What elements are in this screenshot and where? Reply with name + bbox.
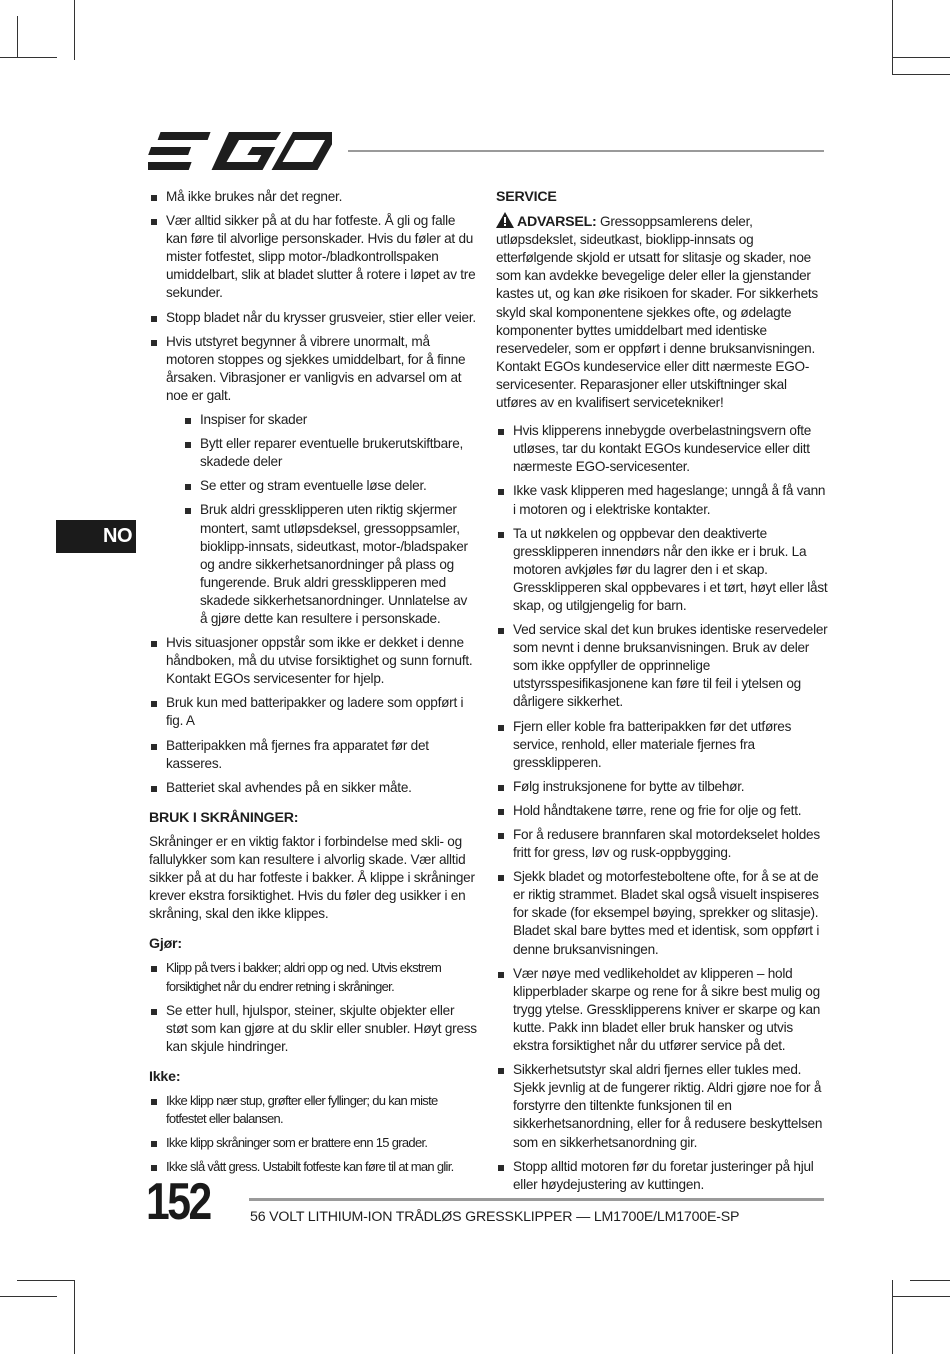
crop-mark <box>17 1280 75 1281</box>
do-list <box>149 959 477 1055</box>
list-item: For å redusere brannfaren skal motordekselet holdes fritt for gress, løv og rusk-oppbygging. <box>496 826 828 862</box>
vibration-sub-list <box>166 411 477 628</box>
list-item: Ikke klipp skråninger som er brattere enn 15 grader. <box>149 1134 477 1152</box>
list-item: Sikkerhetsutstyr skal aldri fjernes eller tukles med. Sjekk jevnlig at de fungerer riktig. Aldri gjøre noe for å forstyrre den tiltenkte funksjonen til en sikkerhetsanordning, eller for å redusere beskyttelsen som en sikkerhetsanordning gir. <box>496 1061 828 1151</box>
ego-logo <box>148 128 332 174</box>
list-item: Må ikke brukes når det regner. <box>149 188 477 206</box>
sub-list-item: Bytt eller reparer eventuelle brukerutskiftbare, skadede deler <box>183 435 477 471</box>
crop-mark <box>0 57 57 58</box>
service-list <box>496 422 828 1194</box>
list-item: Batteriet skal avhendes på en sikker måte. <box>149 779 477 797</box>
crop-mark <box>17 16 18 58</box>
list-item: Se etter hull, hjulspor, steiner, skjulte objekter eller støt som kan gjøre at du sklir eller snubler. Høyt gress kan skjule hindringer. <box>149 1002 477 1056</box>
warning-text: Gressoppsamlerens deler, utløpsdekslet, sideutkast, bioklipp-innsats og etterfølgende skjold er utsatt for slitasje og skader, noe som kan avdekke bevegelige deler eller la gjenstander kastes ut, og kan øke risikoen for skader. For sikkerhets skyld skal komponentene sjekkes ofte, og ødelagte komponenter byttes umiddelbart med identiske reservedeler, som er oppført i denne bruksanvisningen. Kontakt EGOs kundeservice eller ditt nærmeste EGO-servicesenter. Reparasjoner eller utskiftninger skal utføres av en kvalifisert servicetekniker! <box>496 214 818 411</box>
crop-mark <box>892 0 893 75</box>
crop-mark <box>892 74 950 75</box>
footer-title: 56 VOLT LITHIUM-ION TRÅDLØS GRESSKLIPPER — LM1700E/LM1700E-SP <box>250 1209 740 1225</box>
list-item: Hold håndtakene tørre, rene og frie for olje og fett. <box>496 802 828 820</box>
list-item: Ved service skal det kun brukes identiske reservedeler som nevnt i denne bruksanvisningen. Bruk av deler som ikke oppfyller de opprinnelige utstyrsspesifikasjonene kan føre til feil i ytelsen og dårligere sikkerhet. <box>496 621 828 711</box>
list-item: Ikke slå vått gress. Ustabilt fotfeste kan føre til at man glir. <box>149 1158 477 1176</box>
crop-mark <box>892 1296 950 1297</box>
language-tab: NO <box>56 520 136 553</box>
list-item-text: Hvis utstyret begynner å vibrere unormalt, må motoren stoppes og sjekkes umiddelbart, for å finne årsaken. Vibrasjoner er vanligvis en advarsel om at noe er galt. <box>166 333 466 403</box>
list-item: Ikke klipp nær stup, grøfter eller fyllinger; du kan miste fotfestet eller balansen. <box>149 1092 477 1128</box>
list-item: Stopp bladet når du krysser grusveier, stier eller veier. <box>149 309 477 327</box>
crop-mark <box>74 0 75 60</box>
list-item: Følg instruksjonene for bytte av tilbehør. <box>496 778 828 796</box>
header-rule <box>348 150 824 152</box>
slopes-heading: BRUK I SKRÅNINGER: <box>149 809 299 826</box>
crop-mark <box>74 1280 75 1354</box>
crop-mark <box>0 1296 57 1297</box>
list-item <box>149 333 477 628</box>
list-item: Ta ut nøkkelen og oppbevar den deaktiverte gressklipperen innendørs når den ikke er i bruk. La motoren avkjøles før du lagrer den i et skap. Gressklipperen skal oppbevares i et tørt, høyt eller låst skap, og utilgjengelig for barn. <box>496 525 828 615</box>
sub-list-item: Bruk aldri gressklipperen uten riktig skjermer montert, samt utløpsdeksel, gressoppsamler, bioklipp-innsats, sideutkast, motor-/bladspaker og andre sikkerhetsanordninger på plass og fungerende. Bruk aldri gressklipperen med skadede sikkerhetsanordninger. Unnlatelse av å gjøre dette kan resultere i personskade. <box>183 501 477 628</box>
list-item: Batteripakken må fjernes fra apparatet før det kasseres. <box>149 737 477 773</box>
list-item: Hvis situasjoner oppstår som ikke er dekket i denne håndboken, må du utvise forsiktighet og sunn fornuft. Kontakt EGOs servicesenter for hjelp. <box>149 634 477 688</box>
service-heading: SERVICE <box>496 189 557 205</box>
sub-list-item: Se etter og stram eventuelle løse deler. <box>183 477 477 495</box>
right-column <box>496 188 828 1200</box>
crop-mark <box>892 1280 893 1354</box>
footer-rule <box>249 1198 824 1201</box>
do-heading: Gjør: <box>149 936 182 953</box>
sub-list-item: Inspiser for skader <box>183 411 477 429</box>
list-item: Bruk kun med batteripakker og ladere som oppført i fig. A <box>149 694 477 730</box>
list-item: Stopp alltid motoren før du foretar justeringer på hjul eller høydejustering av kuttingen. <box>496 1158 828 1194</box>
list-item: Klipp på tvers i bakker; aldri opp og ned. Utvis ekstrem forsiktighet når du endrer retning i skråninger. <box>149 959 477 995</box>
list-item: Vær alltid sikker på at du har fotfeste. Å gli og falle kan føre til alvorlige personskader. Hvis du føler at du mister fotfestet, slipp motor-/bladkontrollspaken umiddelbart, slik at bladet slutter å rotere i løpet av tre sekunder. <box>149 212 477 302</box>
left-column <box>149 188 477 1182</box>
crop-mark <box>910 1280 950 1281</box>
slopes-paragraph: Skråninger er en viktig faktor i forbindelse med skli- og fallulykker som kan resultere i alvorlig skade. Vær alltid sikker på at du har fotfeste i bakker. Å klippe i skråninger krever ekstra forsiktighet. Hvis du føler deg usikker i en skråning, skal den ikke klippes. <box>149 833 475 922</box>
list-item: Hvis klipperens innebygde overbelastningsvern ofte utløses, tar du kontakt EGOs kundeservice eller ditt nærmeste EGO-servicesenter. <box>496 422 828 476</box>
warning-label: ADVARSEL: <box>517 214 597 231</box>
crop-mark <box>892 57 950 58</box>
page-number: 152 <box>146 1173 210 1231</box>
dont-heading: Ikke: <box>149 1068 181 1085</box>
dont-list <box>149 1092 477 1176</box>
list-item: Vær nøye med vedlikeholdet av klipperen – hold klipperblader skarpe og rene for å sikre best mulig og trygg ytelse. Gressklipperens kniver er skarpe og kan kutte. Pakk inn bladet eller bruk hansker og utvis ekstra forsiktighet når du utfører service på det. <box>496 965 828 1055</box>
list-item: Ikke vask klipperen med hageslange; unngå å få vann i motoren og i elektriske kontakter. <box>496 482 828 518</box>
warning-paragraph <box>496 212 828 412</box>
list-item: Sjekk bladet og motorfesteboltene ofte, for å se at de er riktig strammet. Bladet skal også visuelt inspiseres for skade (for eksempel bøying, sprekker og slitasje). Bladet skal bare byttes med et identisk, som oppført i denne bruksanvisningen. <box>496 868 828 958</box>
list-item: Fjern eller koble fra batteripakken før det utføres service, renhold, eller materiale fjernes fra gressklipperen. <box>496 718 828 772</box>
warning-triangle-icon <box>496 212 514 228</box>
safety-list <box>149 188 477 797</box>
